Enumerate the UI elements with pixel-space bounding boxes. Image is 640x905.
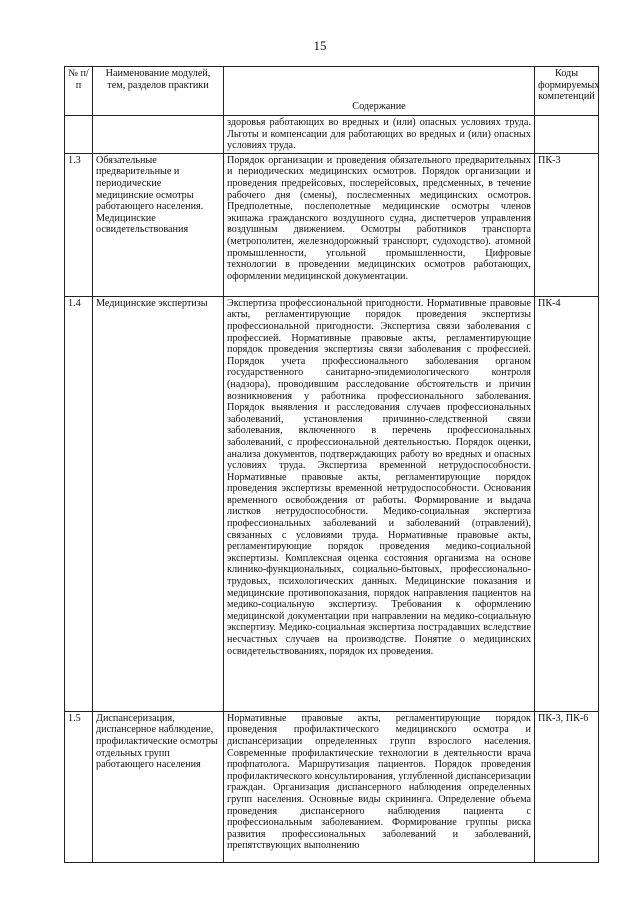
page-number: 15 bbox=[313, 38, 327, 53]
table-row bbox=[65, 296, 599, 711]
curriculum-table bbox=[64, 66, 599, 863]
row-name bbox=[93, 116, 224, 154]
row-num bbox=[65, 116, 93, 154]
row-name: Диспансеризация, диспансерное наблюдение, профилактические осмотры отдельных групп работающего населения bbox=[93, 711, 224, 862]
row-content: Нормативные правовые акты, регламентирующие порядок проведения профилактического медицинского осмотра и диспансеризации определенных групп взрослого населения. Современные профилактические технологии в деятельности врача профпатолога. Маршрутизация пациентов. Порядок проведения профилактического консультирования, углубленной диспансеризации граждан. Организация диспансерного наблюдения определенных групп населения. Основные виды скрининга. Определение объема проведения диспансерного наблюдения пациента с профессиональным заболеванием. Формирование группы риска развития профессиональных заболеваний и заболеваний, препятствующих выполнению bbox=[224, 711, 535, 862]
row-codes: ПК-3, ПК-6 bbox=[535, 711, 599, 862]
row-codes: ПК-3 bbox=[535, 153, 599, 296]
row-content: Порядок организации и проведения обязательного предварительных и периодических медицинских осмотров. Порядок организации и проведения предрейсовых, послерейсовых, предсменных, в течение рабочего дня (смены), послесменных медицинских осмотров. Предполетные, послеполетные медицинские осмотры членов экипажа гражданского воздушного судна, диспетчеров управления воздушным движением. Осмотры работников транспорта (метрополитен, железнодорожный транспорт, судоходство). атомной промышленности, угольной промышленности, Цифровые технологии в проведении медицинских осмотров работающих, оформлении медицинской документации. bbox=[224, 153, 535, 296]
table-row bbox=[65, 153, 599, 296]
row-codes: ПК-4 bbox=[535, 296, 599, 711]
header-content: Содержание bbox=[224, 67, 535, 116]
row-content: здоровья работающих во вредных и (или) опасных условиях труда. Льготы и компенсации для работающих во вредных и (или) опасных условиях труда. bbox=[224, 116, 535, 154]
row-name: Обязательные предварительные и периодические медицинские осмотры работающего населения. Медицинские освидетельствования bbox=[93, 153, 224, 296]
row-content: Экспертиза профессиональной пригодности. Нормативные правовые акты, регламентирующие порядок проведения экспертизы профессиональной пригодности. Экспертиза связи заболевания с профессией. Нормативные правовые акты, регламентирующие порядок проведения экспертизы связи заболевания с профессией. Порядок учета профессионального заболевания органом государственного санитарно-эпидемиологического контроля (надзора), проводившим расследование обстоятельств и причин возникновения у работника профессионального заболевания. Порядок выявления и расследования случаев профессиональных заболеваний, установления причинно-следственной связи заболевания, включенного в перечень профессиональных заболеваний, с профессиональной деятельностью. Порядок оценки, анализа документов, подтверждающих работу во вредных и опасных условиях труда. Экспертиза временной нетрудоспособности. Нормативные правовые акты, регламентирующие порядок проведения экспертизы временной нетрудоспособности. Основания временного освобождения от работы. Формирование и выдача листков нетрудоспособности. Медико-социальная экспертиза профессиональных заболеваний и заболеваний (отравлений), связанных с условиями труда. Нормативные правовые акты, регламентирующие порядок проведения медико-социальной экспертизы. Комплексная оценка состояния организма на основе клинико-функциональных, социально-бытовых, профессионально-трудовых, психологических данных. Медицинские показания и медицинские противопоказания, порядок направления пациентов на медико-социальную экспертизу. Требования к оформлению медицинской документации при направлении на медико-социальную экспертизу. Медико-социальная экспертиза пострадавших вследствие несчастных случаев на производстве. Понятие о медицинских освидетельствованиях, порядок их проведения. bbox=[224, 296, 535, 711]
table-row bbox=[65, 711, 599, 862]
table-header-row bbox=[65, 67, 599, 116]
row-num: 1.3 bbox=[65, 153, 93, 296]
row-codes bbox=[535, 116, 599, 154]
header-codes: Коды формируемых компетенций bbox=[535, 67, 599, 116]
table-row bbox=[65, 116, 599, 154]
row-num: 1.5 bbox=[65, 711, 93, 862]
row-name: Медицинские экспертизы bbox=[93, 296, 224, 711]
header-name: Наименование модулей, тем, разделов практики bbox=[93, 67, 224, 116]
header-num: № п/п bbox=[65, 67, 93, 116]
row-num: 1.4 bbox=[65, 296, 93, 711]
